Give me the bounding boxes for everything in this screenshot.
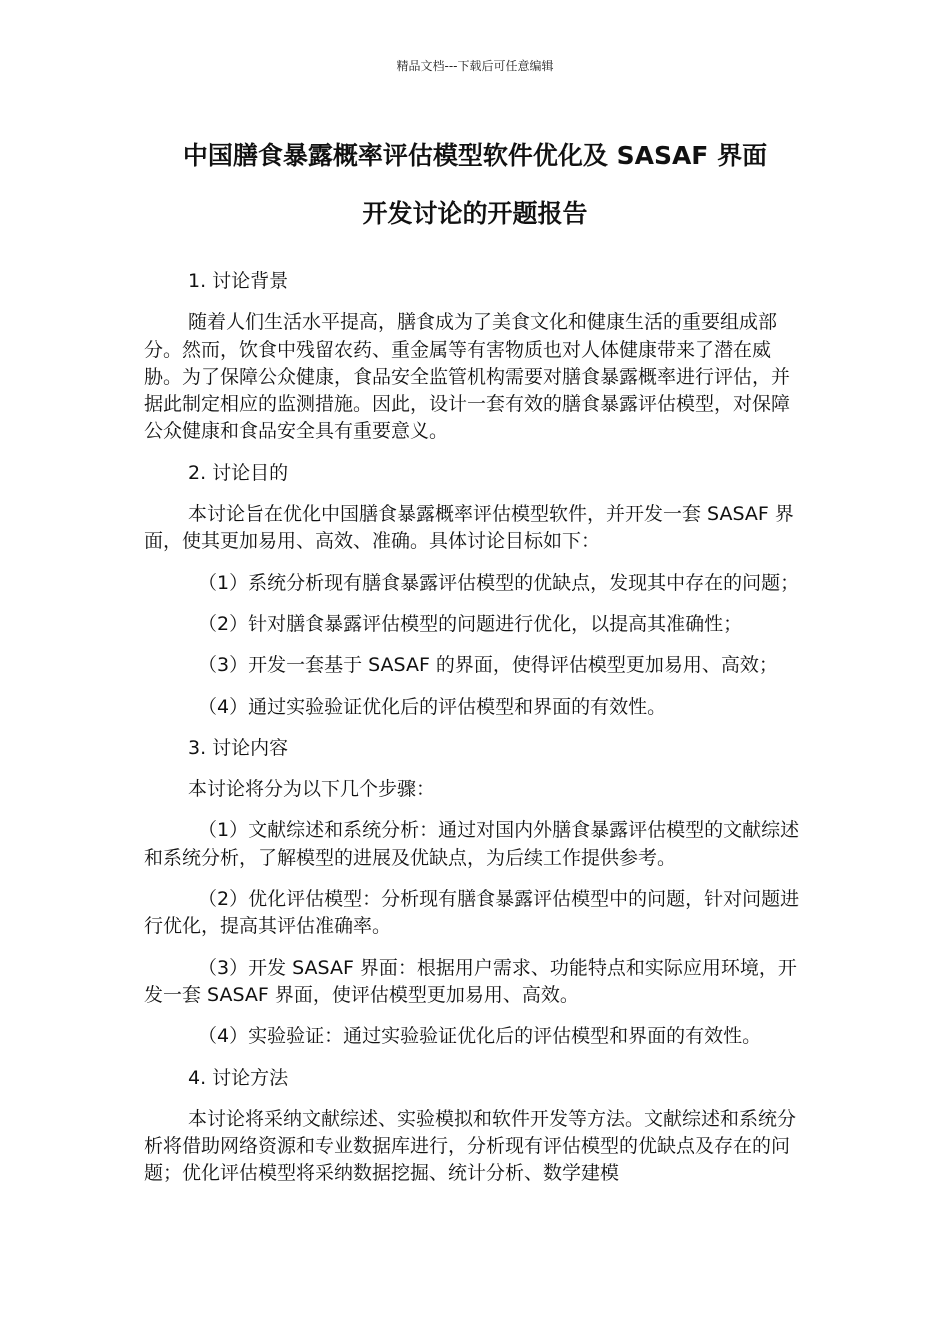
list-item: （1）系统分析现有膳食暴露评估模型的优缺点，发现其中存在的问题； — [198, 571, 800, 594]
list-item: （3）开发 SASAF 界面：根据用户需求、功能特点和实际应用环境，开发一套 SASAF 界面，使评估模型更加易用、高效。 — [144, 956, 797, 1006]
paragraph-background: 随着人们生活水平提高，膳食成为了美食文化和健康生活的重要组成部分。然而，饮食中残留农药、重金属等有害物质也对人体健康带来了潜在威胁。为了保障公众健康，食品安全监管机构需要对膳食暴露概率进行评估，并据此制定相应的监测措施。因此，设计一套有效的膳食暴露评估模型，对保障公众健康和食品安全具有重要意义。 — [144, 311, 791, 443]
paragraph-method: 本讨论将采纳文献综述、实验模拟和软件开发等方法。文献综述和系统分析将借助网络资源和专业数据库进行，分析现有评估模型的优缺点及存在的问题；优化评估模型将采纳数据挖掘、统计分析、数学建模 — [144, 1107, 797, 1185]
list-item: （4）通过实验验证优化后的评估模型和界面的有效性。 — [198, 695, 667, 718]
paragraph-content: 本讨论将分为以下几个步骤： — [188, 778, 436, 801]
paragraph-purpose: 本讨论旨在优化中国膳食暴露概率评估模型软件，并开发一套 SASAF 界面，使其更加易用、高效、准确。具体讨论目标如下： — [144, 503, 794, 553]
section-heading-content: 3. 讨论内容 — [188, 736, 289, 759]
section-heading-background: 1. 讨论背景 — [188, 270, 289, 292]
list-item: （1）文献综述和系统分析：通过对国内外膳食暴露评估模型的文献综述和系统分析，了解模型的进展及优缺点，为后续工作提供参考。 — [144, 819, 800, 869]
list-item: （4）实验验证：通过实验验证优化后的评估模型和界面的有效性。 — [198, 1025, 762, 1048]
document-body — [144, 268, 808, 1188]
document-title-line-2: 开发讨论的开题报告 — [362, 199, 588, 228]
header-note: 精品文档---下载后可任意编辑 — [396, 59, 554, 73]
section-heading-method: 4. 讨论方法 — [188, 1066, 289, 1089]
list-item: （2）优化评估模型：分析现有膳食暴露评估模型中的问题，针对问题进行优化，提高其评估准确率。 — [144, 888, 800, 938]
list-item: （3）开发一套基于 SASAF 的界面，使得评估模型更加易用、高效； — [198, 654, 778, 677]
document-title-line-1: 中国膳食暴露概率评估模型软件优化及 SASAF 界面 — [182, 141, 768, 170]
section-heading-purpose: 2. 讨论目的 — [188, 461, 289, 484]
list-item: （2）针对膳食暴露评估模型的问题进行优化，以提高其准确性； — [198, 612, 743, 635]
